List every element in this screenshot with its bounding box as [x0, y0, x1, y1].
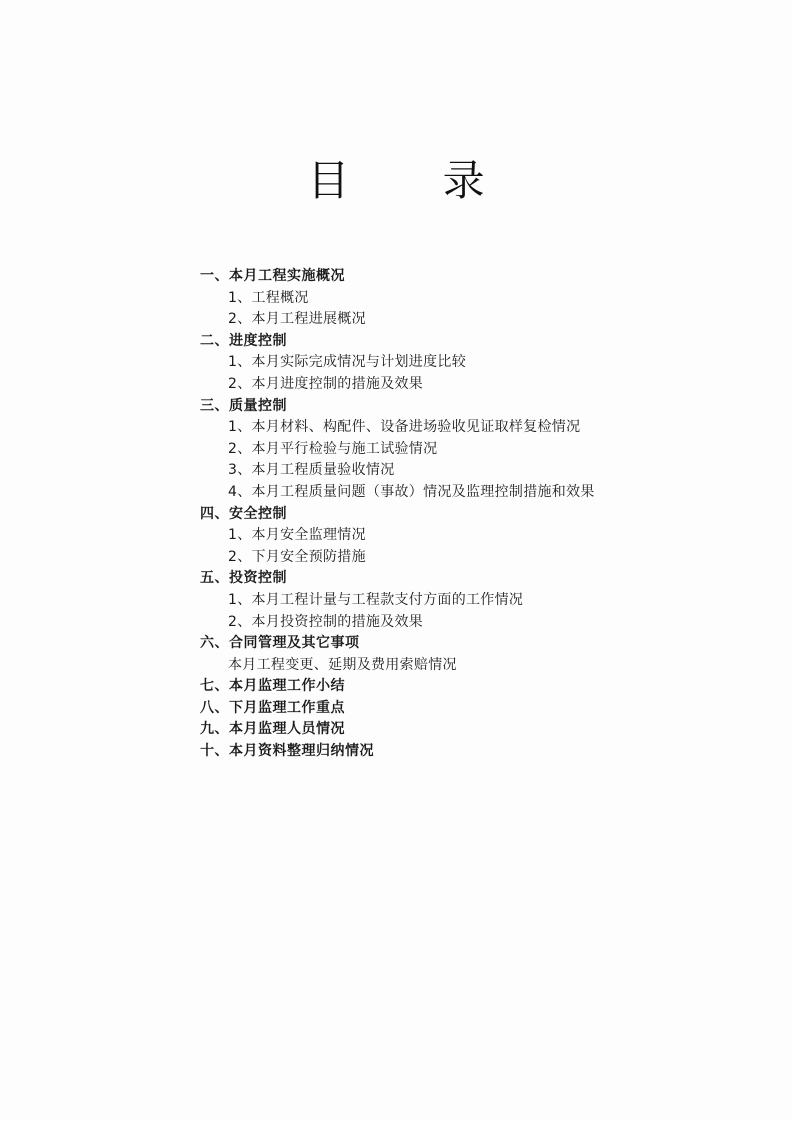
toc-heading: 四、安全控制 [200, 505, 287, 522]
toc-item: 1、本月工程计量与工程款支付方面的工作情况 [228, 591, 524, 608]
toc-item: 4、本月工程质量问题（事故）情况及监理控制措施和效果 [228, 483, 595, 500]
toc-item: 1、本月材料、构配件、设备进场验收见证取样复检情况 [228, 419, 581, 436]
toc-item: 3、本月工程质量验收情况 [228, 462, 395, 479]
page-title: 目 录 [307, 156, 525, 205]
toc-item: 2、本月投资控制的措施及效果 [228, 613, 424, 630]
toc-heading: 十、本月资料整理归纳情况 [200, 743, 374, 760]
toc-item: 1、工程概况 [228, 289, 309, 306]
toc-heading: 五、投资控制 [200, 570, 287, 587]
toc-heading: 六、合同管理及其它事项 [200, 635, 360, 652]
toc-item: 2、本月工程进展概况 [228, 311, 366, 328]
toc-heading: 一、本月工程实施概况 [200, 268, 345, 284]
table-of-contents [200, 266, 760, 763]
toc-heading: 八、下月监理工作重点 [200, 699, 345, 716]
toc-item: 2、本月进度控制的措施及效果 [228, 375, 424, 392]
toc-heading: 二、进度控制 [200, 332, 287, 349]
toc-heading: 七、本月监理工作小结 [200, 678, 345, 695]
toc-item: 1、本月实际完成情况与计划进度比较 [228, 354, 467, 371]
toc-item: 1、本月安全监理情况 [228, 527, 366, 544]
toc-heading: 三、质量控制 [200, 397, 287, 414]
toc-item: 2、本月平行检验与施工试验情况 [228, 440, 438, 457]
toc-item: 2、下月安全预防措施 [228, 548, 366, 565]
toc-heading: 九、本月监理人员情况 [200, 721, 345, 738]
toc-item: 本月工程变更、延期及费用索赔情况 [228, 656, 457, 673]
